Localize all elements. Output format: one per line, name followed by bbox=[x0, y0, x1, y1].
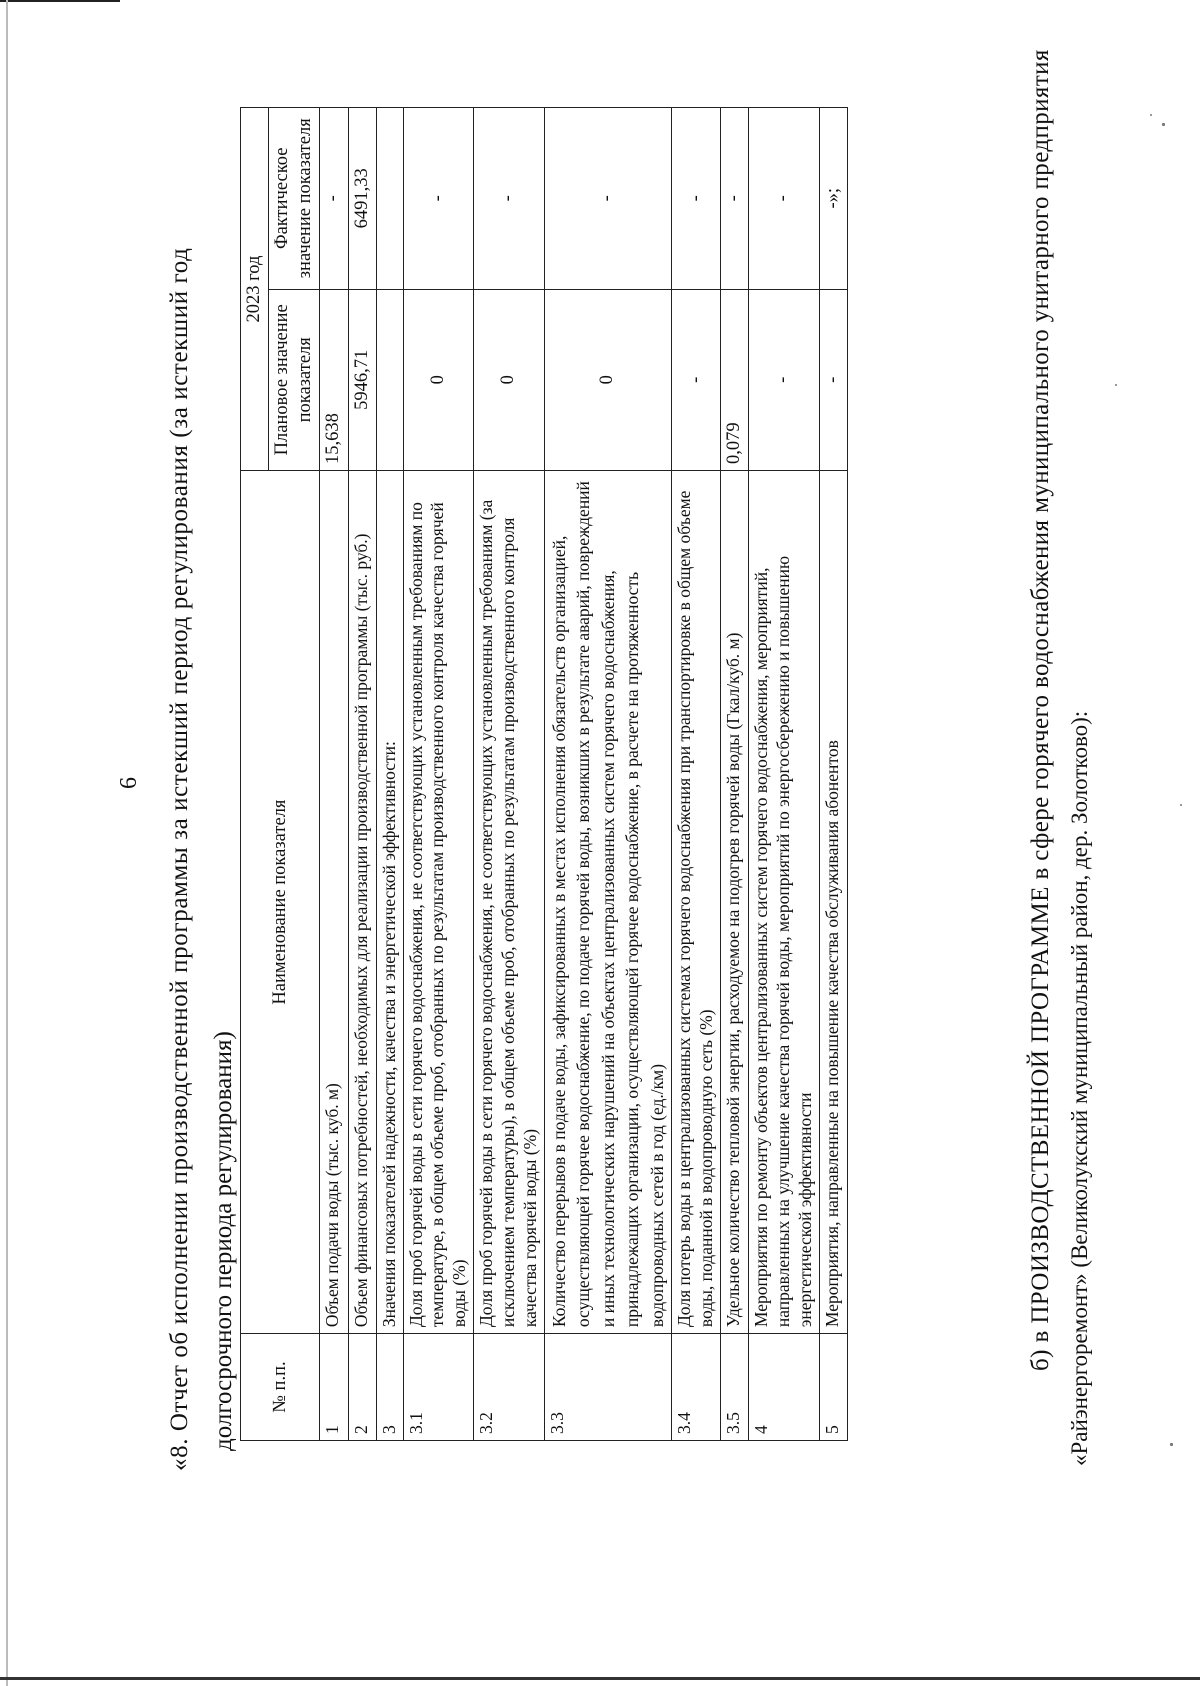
table-header-row bbox=[241, 108, 269, 1441]
row-indicator-name: Объем финансовых потребностей, необходимых для реализации производственной программы (тыс. руб.) bbox=[348, 471, 376, 1334]
header-name: Наименование показателя bbox=[241, 471, 320, 1334]
row-actual-value: - bbox=[749, 108, 820, 290]
table-row bbox=[819, 108, 847, 1441]
row-indicator-name: Удельное количество тепловой энергии, расходуемое на подогрев горячей воды (Гкал/куб. м) bbox=[721, 471, 749, 1334]
scan-speck bbox=[1170, 1443, 1173, 1446]
page-number: 6 bbox=[116, 777, 142, 789]
row-number: 3.3 bbox=[544, 1334, 672, 1441]
row-planned-value: - bbox=[672, 289, 721, 470]
row-planned-value: 15,638 bbox=[320, 289, 348, 470]
row-planned-value: 0 bbox=[474, 289, 545, 470]
header-planned: Плановое значение показателя bbox=[269, 289, 320, 470]
row-actual-value: - bbox=[721, 108, 749, 290]
row-number: 3.2 bbox=[474, 1334, 545, 1441]
row-number: 3.1 bbox=[403, 1334, 474, 1441]
row-indicator-name: Значения показателей надежности, качества и энергетической эффективности: bbox=[376, 471, 403, 1334]
row-actual-value: - bbox=[474, 108, 545, 290]
production-program-report-table bbox=[240, 107, 848, 1441]
row-indicator-name: Объем подачи воды (тыс. куб. м) bbox=[320, 471, 348, 1334]
table-row bbox=[403, 108, 474, 1441]
row-actual-value bbox=[376, 108, 403, 290]
section-b-heading-line1: б) в ПРОИЗВОДСТВЕННОЙ ПРОГРАММЕ в сфере горячего водоснабжения муниципального унитарного предприятия bbox=[1027, 49, 1054, 1371]
scan-speck bbox=[1180, 804, 1182, 806]
row-number: 4 bbox=[749, 1334, 820, 1441]
table-row bbox=[544, 108, 672, 1441]
header-number: № п.п. bbox=[241, 1334, 320, 1441]
row-planned-value: 5946,71 bbox=[348, 289, 376, 470]
row-number: 5 bbox=[819, 1334, 847, 1441]
row-indicator-name: Доля потерь воды в централизованных системах горячего водоснабжения при транспортировке в общем объеме воды, поданной в водопроводную сеть (%) bbox=[672, 471, 721, 1334]
row-indicator-name: Количество перерывов в подаче воды, зафиксированных в местах исполнения обязательств организацией, осуществляющей горячее водоснабжение, по подаче горячей воды, возникших в результате аварий, повреждений и иных технологических нарушений на объектах централизованных систем горячего водоснабжения, принадлежащих организации, осуществляющей горячее водоснабжение, в расчете на протяженность водопроводных сетей в год (ед./км) bbox=[544, 471, 672, 1334]
row-actual-value: - bbox=[403, 108, 474, 290]
header-actual: Фактическое значение показателя bbox=[269, 108, 320, 290]
scan-speck bbox=[1162, 123, 1165, 126]
table-row bbox=[672, 108, 721, 1441]
row-indicator-name: Доля проб горячей воды в сети горячего водоснабжения, не соответствующих установленным требованиям по температуре, в общем объеме проб, отобранных по результатам производственного контроля качества горячей воды (%) bbox=[403, 471, 474, 1334]
scan-speck bbox=[1115, 384, 1117, 386]
row-actual-value: - bbox=[320, 108, 348, 290]
row-indicator-name: Мероприятия, направленные на повышение качества обслуживания абонентов bbox=[819, 471, 847, 1334]
row-number: 2 bbox=[348, 1334, 376, 1441]
table-row bbox=[474, 108, 545, 1441]
scan-speck bbox=[1150, 114, 1152, 116]
row-number: 1 bbox=[320, 1334, 348, 1441]
row-actual-value: -»; bbox=[819, 108, 847, 290]
row-actual-value: - bbox=[672, 108, 721, 290]
table-row bbox=[320, 108, 348, 1441]
row-planned-value: 0,079 bbox=[721, 289, 749, 470]
row-planned-value: 0 bbox=[403, 289, 474, 470]
row-planned-value: - bbox=[749, 289, 820, 470]
row-number: 3.4 bbox=[672, 1334, 721, 1441]
table-row bbox=[749, 108, 820, 1441]
row-planned-value: - bbox=[819, 289, 847, 470]
header-year: 2023 год bbox=[241, 108, 269, 471]
table-row bbox=[376, 108, 403, 1441]
section-b-heading-line2: «Райэнергоремонт» (Великолукский муниципальный район, дер. Золотково): bbox=[1067, 710, 1092, 1466]
row-indicator-name: Мероприятия по ремонту объектов централизованных систем горячего водоснабжения, мероприятий, направленных на улучшение качества горячей воды, мероприятий по энергосбережению и повышению энергетической эффективности bbox=[749, 471, 820, 1334]
row-number: 3.5 bbox=[721, 1334, 749, 1441]
report-heading-line1: «8. Отчет об исполнении производственной программы за истекший период регулирования (за истекший год bbox=[166, 247, 193, 1471]
row-indicator-name: Доля проб горячей воды в сети горячего водоснабжения, не соответствующих установленным требованиям (за исключением температуры), в общем объеме проб, отобранных по результатам производственного контроля качества горячей воды (%) bbox=[474, 471, 545, 1334]
report-heading-line2: долгосрочного периода регулирования) bbox=[210, 1031, 237, 1451]
row-actual-value: - bbox=[544, 108, 672, 290]
table-row bbox=[721, 108, 749, 1441]
row-actual-value: 6491,33 bbox=[348, 108, 376, 290]
row-planned-value: 0 bbox=[544, 289, 672, 470]
row-number: 3 bbox=[376, 1334, 403, 1441]
table-row bbox=[348, 108, 376, 1441]
row-planned-value bbox=[376, 289, 403, 470]
